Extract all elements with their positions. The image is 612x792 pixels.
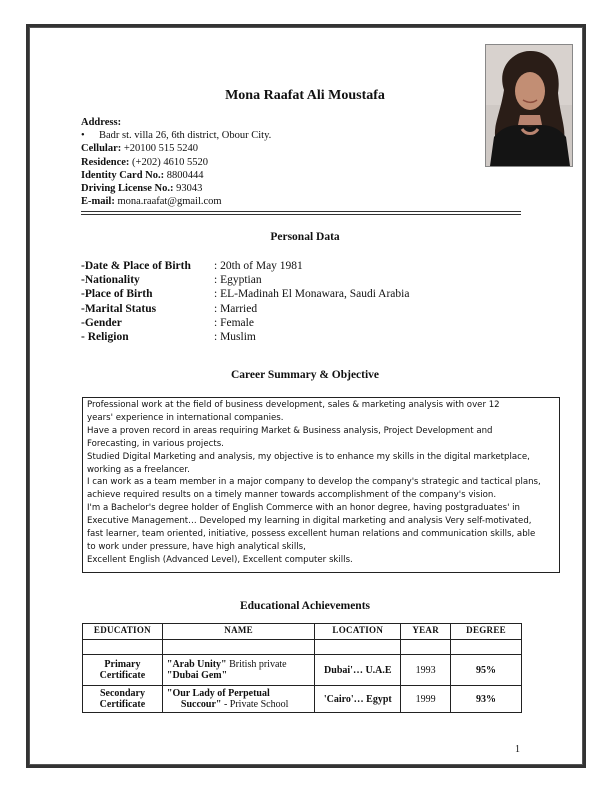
education-cell xyxy=(83,686,163,713)
candidate-name: Mona Raafat Ali Moustafa xyxy=(225,88,385,103)
summary-line: years' experience in international companies. xyxy=(87,412,284,423)
school-name-rest: - Private School xyxy=(221,699,289,710)
personal-label: -Marital Status xyxy=(81,302,157,315)
divider-line xyxy=(81,214,521,215)
summary-line: Executive Management… Developed my learning in digital marketing and analysis Very self-motivated, xyxy=(87,516,532,527)
education-type: Certificate xyxy=(99,699,146,710)
degree-cell: 93% xyxy=(451,686,522,713)
education-title: Educational Achievements xyxy=(239,600,370,612)
cellular-label: Cellular: xyxy=(81,143,122,155)
personal-value: : Married xyxy=(214,302,258,315)
table-spacer-row xyxy=(83,640,522,655)
personal-label: -Place of Birth xyxy=(81,288,153,301)
divider-line xyxy=(81,211,521,212)
identity-card-label: Identity Card No.: xyxy=(81,169,165,181)
location-cell: 'Cairo'… Egypt xyxy=(315,686,401,713)
table-row xyxy=(83,686,522,713)
career-summary-title: Career Summary & Objective xyxy=(230,369,380,381)
email-value: mona.raafat@gmail.com xyxy=(114,196,222,208)
driving-license-label: Driving License No.: xyxy=(81,183,174,195)
column-header: NAME xyxy=(162,624,315,640)
personal-data-title: Personal Data xyxy=(270,231,340,243)
school-name-bold: "Our Lady of Perpetual xyxy=(166,688,270,699)
education-cell xyxy=(83,655,163,686)
personal-label: -Nationality xyxy=(81,274,140,287)
personal-label: -Date & Place of Birth xyxy=(81,260,191,272)
education-table xyxy=(82,623,522,713)
school-name-bold: "Arab Unity" xyxy=(166,659,227,670)
identity-card-value: 8800444 xyxy=(164,169,204,181)
table-cell xyxy=(315,640,401,655)
personal-value: : Female xyxy=(214,316,254,329)
address-label: Address: xyxy=(81,117,122,128)
summary-line: working as a freelancer. xyxy=(87,464,190,475)
table-cell xyxy=(401,640,451,655)
list-item xyxy=(81,259,409,273)
personal-value: : 20th of May 1981 xyxy=(214,260,303,272)
school-name-rest: British private xyxy=(226,659,287,670)
column-header: LOCATION xyxy=(315,624,401,640)
personal-value: : Egyptian xyxy=(214,274,262,287)
list-item xyxy=(81,287,409,301)
summary-line: Forecasting, in various projects. xyxy=(87,438,224,449)
table-row xyxy=(83,655,522,686)
education-type: Certificate xyxy=(99,670,146,681)
personal-label: -Gender xyxy=(81,316,122,329)
residence-value: (+202) 4610 5520 xyxy=(129,156,208,168)
table-cell xyxy=(451,640,522,655)
school-name-bold: Succour" xyxy=(180,699,222,710)
list-item xyxy=(81,273,409,287)
location-cell: Dubai'… U.A.E xyxy=(315,655,401,686)
column-header: YEAR xyxy=(401,624,451,640)
page-number: 1 xyxy=(515,744,520,755)
table-header-row xyxy=(83,624,522,640)
year-cell: 1999 xyxy=(401,686,451,713)
cellular-value: +20100 515 5240 xyxy=(121,143,199,155)
school-name-bold: "Dubai Gem" xyxy=(166,670,228,681)
education-level: Primary xyxy=(104,659,141,670)
list-item xyxy=(81,316,409,330)
school-name-cell xyxy=(162,686,315,713)
summary-line: I can work as a team member in a major company to develop the company's strategic and tactical plans, xyxy=(87,477,541,488)
summary-line: fast learner, team oriented, initiative, possess excellent human relations and communication skills, able xyxy=(87,529,536,540)
personal-label: - Religion xyxy=(81,331,129,344)
personal-value: : EL-Madinah El Monawara, Saudi Arabia xyxy=(214,288,410,301)
list-item xyxy=(81,302,409,316)
summary-line: achieve required results on a timely manner towards accomplishment of the company's vision. xyxy=(87,490,497,501)
profile-photo xyxy=(485,44,573,167)
driving-license-value: 93043 xyxy=(173,183,203,195)
summary-line: I'm a Bachelor's degree holder of English Commerce with an honor degree, having postgraduates' in xyxy=(87,503,520,514)
summary-line: to work under pressure, have high analytical skills, xyxy=(87,541,306,552)
bullet-icon: • xyxy=(81,130,85,142)
summary-line: Excellent English (Advanced Level), Excellent computer skills. xyxy=(87,554,353,565)
list-item xyxy=(81,330,409,344)
residence-label: Residence: xyxy=(81,156,130,168)
personal-data-list xyxy=(81,259,409,344)
address-value: Badr st. villa 26, 6th district, Obour City. xyxy=(99,130,272,142)
school-name-cell xyxy=(162,655,315,686)
year-cell: 1993 xyxy=(401,655,451,686)
summary-line: Professional work at the field of business development, sales & marketing analysis with over 12 xyxy=(87,400,500,410)
personal-value: : Muslim xyxy=(214,331,256,344)
column-header: DEGREE xyxy=(451,624,522,640)
summary-line: Studied Digital Marketing and analysis, my objective is to enhance my skills in the digital marketplace, xyxy=(87,451,530,462)
career-summary-box xyxy=(82,397,560,573)
contact-info xyxy=(81,116,481,208)
education-level: Secondary xyxy=(99,688,145,699)
table-cell xyxy=(162,640,315,655)
column-header: EDUCATION xyxy=(83,624,163,640)
email-label: E-mail: xyxy=(81,196,115,208)
summary-line: Have a proven record in areas requiring Market & Business analysis, Project Development and xyxy=(87,425,493,436)
degree-cell: 95% xyxy=(451,655,522,686)
table-cell xyxy=(83,640,163,655)
